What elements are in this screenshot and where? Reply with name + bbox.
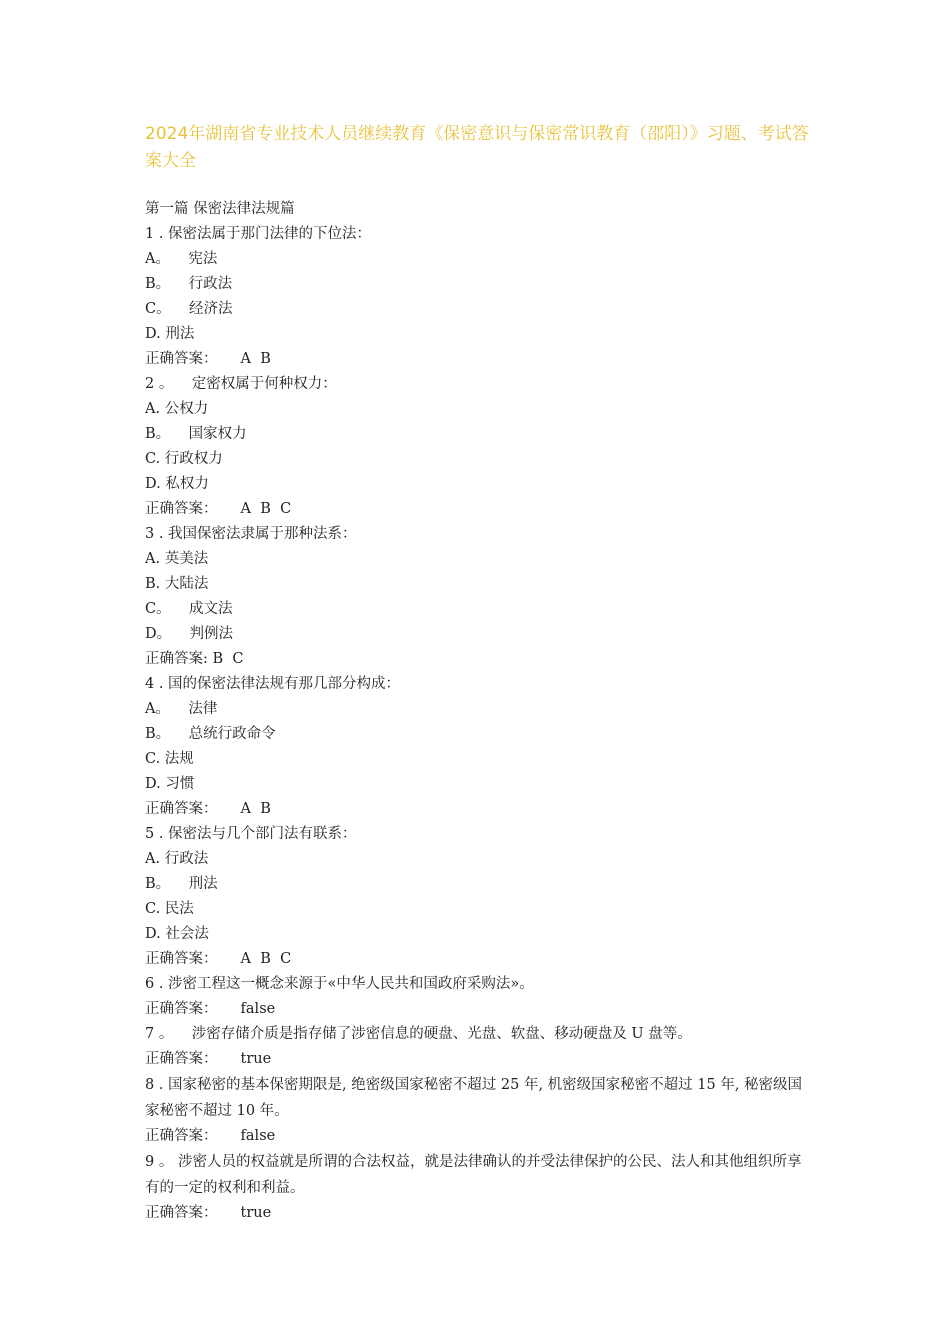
question-line: 2 。 定密权属于何种权力： xyxy=(145,376,337,392)
option-line: A。 法律 xyxy=(145,701,218,717)
question-line: 8 . 国家秘密的基本保密期限是, 绝密级国家秘密不超过 25 年, 机密级国家秘密不超过 15 年, 秘密级国家秘密不超过 10 年。 xyxy=(145,1077,803,1119)
question-line: 1 . 保密法属于那门法律的下位法： xyxy=(145,226,372,242)
answer-line: 正确答案： A B xyxy=(145,801,271,817)
option-line: B。 总统行政命令 xyxy=(145,726,276,742)
question-line: 4 . 国的保密法律法规有那几部分构成： xyxy=(145,676,401,692)
option-line: B。 刑法 xyxy=(145,876,218,892)
document-title: 2024年湖南省专业技术人员继续教育《保密意识与保密常识教育（邵阳）》习题、考试答案大全 xyxy=(145,124,809,171)
answer-line: 正确答案： true xyxy=(145,1051,272,1067)
answer-line: 正确答案： A B C xyxy=(145,501,292,517)
answer-line: 正确答案： A B xyxy=(145,351,271,367)
option-line: C. 行政权力 xyxy=(145,451,223,467)
answer-line: 正确答案： A B C xyxy=(145,951,292,967)
answer-line: 正确答案： false xyxy=(145,1001,276,1017)
option-line: D. 刑法 xyxy=(145,326,195,342)
answer-line: 正确答案： true xyxy=(145,1205,272,1221)
option-line: D。 判例法 xyxy=(145,626,234,642)
question-line: 9 。 涉密人员的权益就是所谓的合法权益，就是法律确认的并受法律保护的公民、法人和其他组织所享有的一定的权利和利益。 xyxy=(145,1154,802,1196)
question-line: 6 . 涉密工程这一概念来源于«中华人民共和国政府采购法»。 xyxy=(145,976,534,992)
question-line: 7 。 涉密存储介质是指存储了涉密信息的硬盘、光盘、软盘、移动硬盘及 U 盘等。 xyxy=(145,1026,692,1042)
answer-line: 正确答案: B C xyxy=(145,651,244,667)
option-line: A. 行政法 xyxy=(145,851,209,867)
option-line: A. 公权力 xyxy=(145,401,209,417)
option-line: B。 国家权力 xyxy=(145,426,247,442)
option-line: B。 行政法 xyxy=(145,276,233,292)
option-line: C. 法规 xyxy=(145,751,194,767)
option-line: A。 宪法 xyxy=(145,251,218,267)
question-line: 3 . 我国保密法隶属于那种法系： xyxy=(145,526,357,542)
option-line: D. 私权力 xyxy=(145,476,209,492)
option-line: C。 经济法 xyxy=(145,301,233,317)
question-line: 5 . 保密法与几个部门法有联系： xyxy=(145,826,357,842)
option-line: A. 英美法 xyxy=(145,551,209,567)
option-line: D. 社会法 xyxy=(145,926,209,942)
answer-line: 正确答案： false xyxy=(145,1128,276,1144)
option-line: B. 大陆法 xyxy=(145,576,209,592)
document-body xyxy=(145,197,815,1226)
option-line: C. 民法 xyxy=(145,901,194,917)
option-line: D. 习惯 xyxy=(145,776,195,792)
section-heading: 第一篇 保密法律法规篇 xyxy=(145,201,295,217)
option-line: C。 成文法 xyxy=(145,601,233,617)
